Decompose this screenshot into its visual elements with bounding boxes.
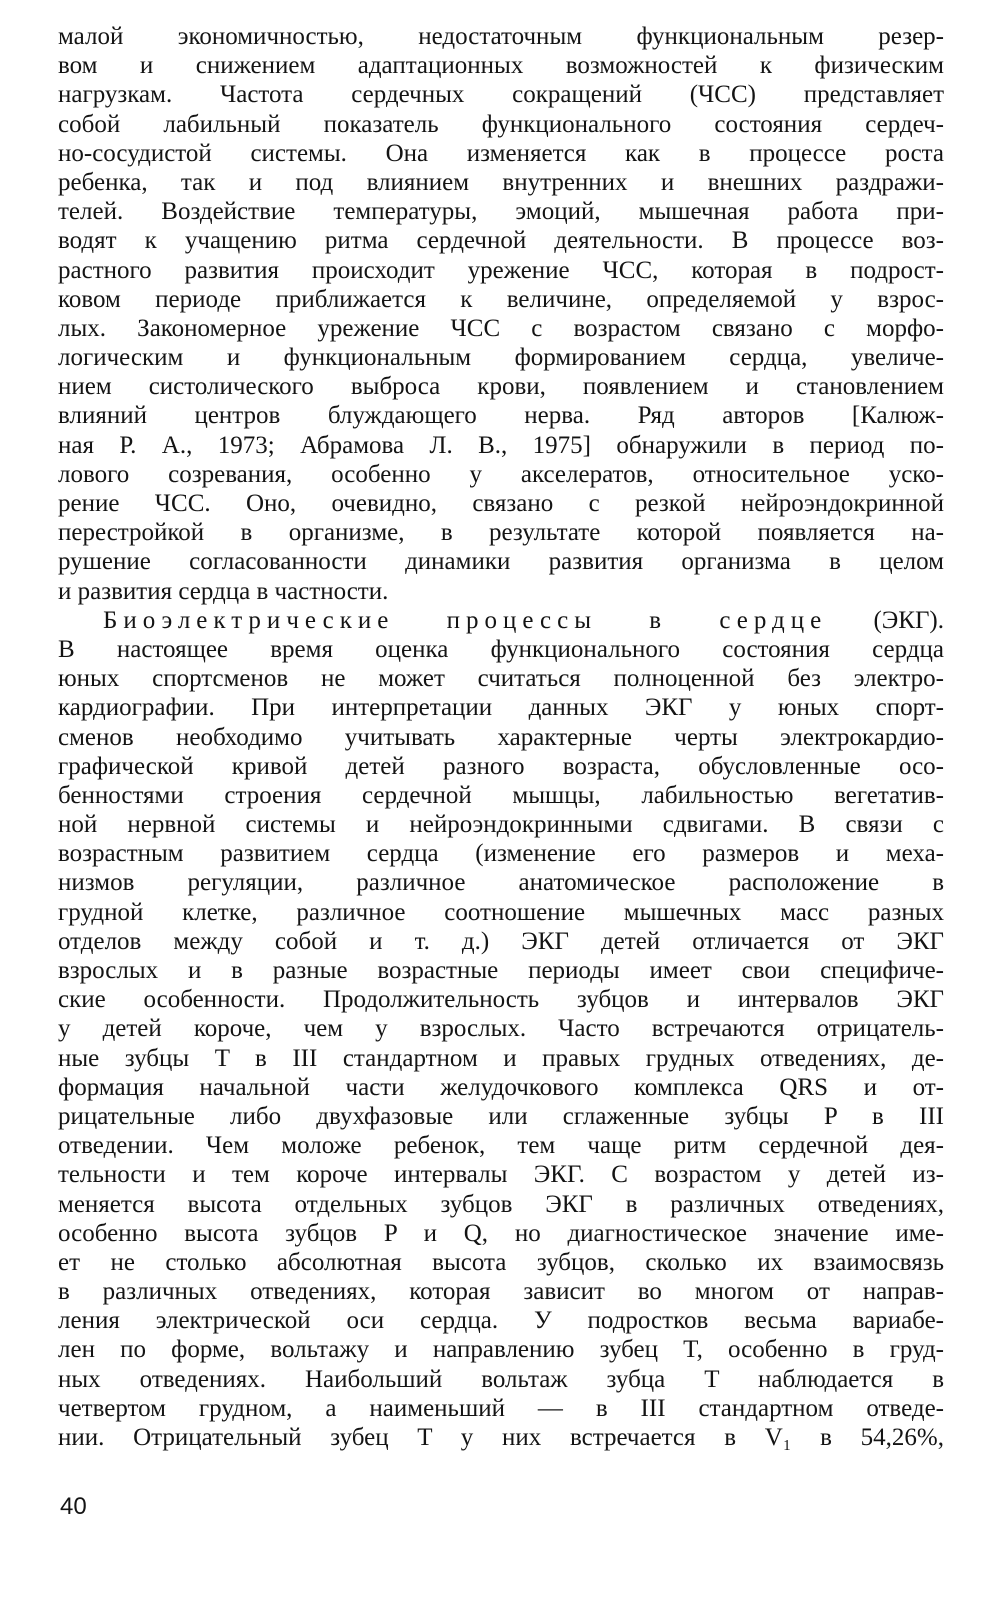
text-line: малой экономичностью, недостаточным функциональным резер- bbox=[58, 23, 944, 50]
text-line: ковом периоде приближается к величине, определяемой у взрос- bbox=[58, 285, 944, 313]
text-line: ребенка, так и под влиянием внутренних и внешних раздражи- bbox=[58, 168, 944, 196]
text-line: возрастным развитием сердца (изменение его размеров и меха- bbox=[58, 840, 944, 868]
text-line: меняется высота отдельных зубцов ЭКГ в различных отведениях, bbox=[58, 1190, 944, 1218]
text-line: у детей короче, чем у взрослых. Часто встречаются отрицатель- bbox=[58, 1015, 944, 1043]
text-line: рение ЧСС. Оно, очевидно, связано с резкой нейроэндокринной bbox=[58, 490, 944, 517]
text-line: вом и снижением адаптационных возможностей к физическим bbox=[58, 52, 944, 80]
text-line: кардиографии. При интерпретации данных ЭКГ у юных спорт- bbox=[58, 694, 944, 722]
text-line: и развития сердца в частности. bbox=[58, 577, 389, 605]
text-line: особенно высота зубцов P и Q, но диагностическое значение име- bbox=[58, 1219, 944, 1247]
text-line: отделов между собой и т. д.) ЭКГ детей отличается от ЭКГ bbox=[58, 927, 944, 955]
text-line: нием систолического выброса крови, появлением и становлением bbox=[58, 373, 944, 401]
text-line: бенностями строения сердечной мышцы, лабильностью вегетатив- bbox=[58, 781, 944, 809]
text-line: В настоящее время оценка функционального состояния сердца bbox=[58, 635, 944, 663]
text-line: графической кривой детей разного возраста, обусловленные осо- bbox=[58, 752, 944, 780]
book-page bbox=[58, 22, 944, 1578]
text-line: логическим и функциональным формированием сердца, увеличе- bbox=[58, 344, 944, 372]
text-line: юных спортсменов не может считаться полноценной без электро- bbox=[58, 665, 944, 693]
text-line: телей. Воздействие температуры, эмоций, мышечная работа при- bbox=[58, 198, 944, 226]
text-line: ных отведениях. Наибольший вольтаж зубца T наблюдается в bbox=[58, 1365, 944, 1393]
text-line: но-сосудистой системы. Она изменяется как в процессе роста bbox=[58, 139, 944, 167]
text-line: ет не столько абсолютная высота зубцов, сколько их взаимосвязь bbox=[58, 1248, 944, 1276]
text-line: нагрузкам. Частота сердечных сокращений (ЧСС) представляет bbox=[58, 81, 944, 109]
text-line: рицательные либо двухфазовые или сглаженные зубцы P в III bbox=[58, 1102, 944, 1130]
text-line: отведении. Чем моложе ребенок, тем чаще ритм сердечной дея- bbox=[58, 1132, 944, 1160]
paragraph-heart-rate bbox=[58, 22, 944, 606]
text-line: грудной клетке, различное соотношение мышечных масс разных bbox=[58, 898, 944, 926]
text-line: лых. Закономерное урежение ЧСС с возрастом связано с морфо- bbox=[58, 314, 944, 342]
text-line: взрослых и в разные возрастные периоды имеет свои специфиче- bbox=[58, 957, 944, 984]
section-heading-tail: (ЭКГ). bbox=[827, 606, 944, 634]
text-line: лового созревания, особенно у акселератов, относительное уско- bbox=[58, 460, 944, 488]
text-line: четвертом грудном, а наименьший — в III стандартном отведе- bbox=[58, 1394, 944, 1422]
section-heading: Биоэлектрические процессы в сердце bbox=[103, 606, 828, 634]
text-line: собой лабильный показатель функционального состояния сердеч- bbox=[58, 110, 944, 138]
text-line: лен по форме, вольтажу и направлению зубец T, особенно в груд- bbox=[58, 1336, 944, 1364]
text-line: растного развития происходит урежение ЧСС, которая в подрост- bbox=[58, 256, 944, 284]
text-line: формация начальной части желудочкового комплекса QRS и от- bbox=[58, 1073, 944, 1101]
text-line: влияний центров блуждающего нерва. Ряд авторов [Калюж- bbox=[58, 402, 944, 430]
text-line: водят к учащению ритма сердечной деятельности. В процессе воз- bbox=[58, 227, 944, 255]
text-line: тельности и тем короче интервалы ЭКГ. С возрастом у детей из- bbox=[58, 1161, 944, 1189]
paragraph-ecg bbox=[58, 606, 944, 1452]
page-number: 40 bbox=[60, 1493, 87, 1520]
text-line: ной нервной системы и нейроэндокринными сдвигами. В связи с bbox=[58, 811, 944, 839]
text-line: перестройкой в организме, в результате которой появляется на- bbox=[58, 519, 944, 547]
text-line: рушение согласованности динамики развития организма в целом bbox=[58, 548, 944, 576]
section-heading-line bbox=[58, 606, 944, 635]
text-line: нии. Отрицательный зубец T у них встречается в V₁ в 54,26%, bbox=[58, 1424, 944, 1451]
text-line: ские особенности. Продолжительность зубцов и интервалов ЭКГ bbox=[58, 986, 944, 1014]
text-line: ные зубцы T в III стандартном и правых грудных отведениях, де- bbox=[58, 1044, 944, 1072]
text-line: ная Р. А., 1973; Абрамова Л. В., 1975] обнаружили в период по- bbox=[58, 431, 944, 459]
text-line: в различных отведениях, которая зависит во многом от направ- bbox=[58, 1278, 944, 1306]
text-line: низмов регуляции, различное анатомическое расположение в bbox=[58, 869, 944, 897]
text-line: сменов необходимо учитывать характерные черты электрокардио- bbox=[58, 723, 944, 751]
text-line: ления электрической оси сердца. У подростков весьма вариабе- bbox=[58, 1307, 944, 1335]
